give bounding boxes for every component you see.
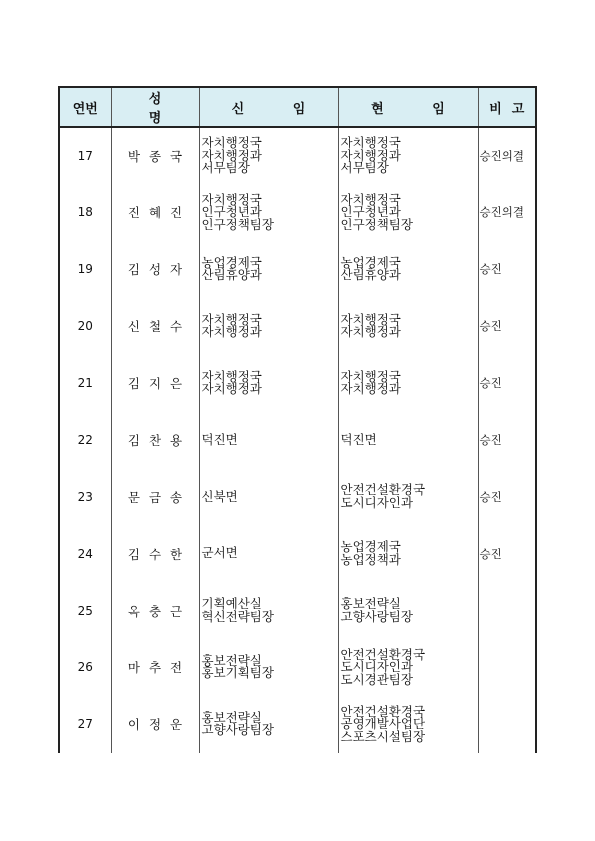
- new-post-cell: [199, 298, 338, 355]
- new-post-line: 자치행정과: [201, 324, 262, 340]
- current-post-line: 도시디자인과: [340, 659, 413, 675]
- person-name: 진혜진: [111, 184, 199, 241]
- current-post-line: 안전건설환경국: [340, 646, 426, 662]
- header-note: 비고: [478, 87, 536, 127]
- table-row: [59, 525, 536, 582]
- personnel-table: [58, 86, 537, 753]
- current-post-line: 서무팀장: [340, 160, 389, 176]
- note-text: 승진: [479, 489, 502, 504]
- current-post-line: 스포츠시설팀장: [340, 728, 426, 744]
- note-cell: [478, 468, 536, 525]
- row-number: 17: [59, 127, 111, 184]
- header-new-post: 신 임: [199, 87, 338, 127]
- new-post-line: 기획예산실: [201, 596, 262, 612]
- note-text: 승진: [479, 376, 502, 390]
- new-post-cell: [199, 184, 338, 241]
- current-post-cell: [338, 355, 478, 412]
- current-post-line: 고향사랑팀장: [340, 608, 413, 624]
- note-cell: [478, 525, 536, 582]
- current-post-cell: [338, 582, 478, 639]
- new-post-line: 인구정책팀장: [201, 216, 274, 232]
- current-post-line: 홍보전략실: [340, 596, 401, 612]
- table-row: [59, 355, 536, 412]
- new-post-line: 홍보전략실: [201, 652, 262, 668]
- new-post-line: 자치행정국: [201, 368, 262, 384]
- new-post-cell: [199, 411, 338, 468]
- row-number: 20: [59, 298, 111, 355]
- new-post-line: 자치행정국: [201, 135, 262, 151]
- note-cell: [478, 298, 536, 355]
- note-cell: [478, 355, 536, 412]
- new-post-line: 인구청년과: [201, 204, 262, 220]
- person-name: 문금송: [111, 468, 199, 525]
- new-post-cell: [199, 696, 338, 753]
- new-post-line: 신북면: [201, 488, 238, 504]
- current-post-line: 도시경관팀장: [340, 671, 413, 687]
- current-post-cell: [338, 184, 478, 241]
- person-name: 박종국: [111, 127, 199, 184]
- new-post-line: 자치행정국: [201, 191, 262, 207]
- note-text: 승진의결: [479, 148, 524, 163]
- new-post-line: 자치행정국: [201, 311, 262, 327]
- current-post-line: 자치행정국: [340, 368, 401, 384]
- current-post-line: 도시디자인과: [340, 494, 413, 510]
- current-post-line: 산림휴양과: [340, 267, 401, 283]
- current-post-cell: [338, 696, 478, 753]
- current-post-line: 농업경제국: [340, 254, 401, 270]
- new-post-cell: [199, 525, 338, 582]
- current-post-line: 자치행정국: [340, 311, 401, 327]
- current-post-line: 자치행정국: [340, 135, 401, 151]
- note-cell: [478, 582, 536, 639]
- current-post-line: 공영개발사업단: [340, 716, 426, 732]
- current-post-cell: [338, 525, 478, 582]
- current-post-line: 농업정책과: [340, 551, 401, 567]
- current-post-line: 농업경제국: [340, 539, 401, 555]
- current-post-line: 안전건설환경국: [340, 482, 426, 498]
- current-post-line: 인구정책팀장: [340, 216, 413, 232]
- person-name: 이정운: [111, 696, 199, 753]
- table-row: [59, 298, 536, 355]
- current-post-line: 자치행정국: [340, 191, 401, 207]
- header-no: 연번: [59, 87, 111, 127]
- current-post-line: 덕진면: [340, 431, 377, 447]
- new-post-line: 고향사랑팀장: [201, 722, 274, 738]
- table-row: [59, 184, 536, 241]
- current-post-cell: [338, 241, 478, 298]
- new-post-line: 자치행정과: [201, 147, 262, 163]
- current-post-line: 자치행정과: [340, 381, 401, 396]
- new-post-line: 산림휴양과: [201, 267, 262, 283]
- note-cell: [478, 241, 536, 298]
- row-number: 19: [59, 241, 111, 298]
- current-post-cell: [338, 127, 478, 184]
- table-row: [59, 639, 536, 696]
- new-post-line: 혁신전략팀장: [201, 608, 274, 624]
- header-name: 성 명: [111, 87, 199, 127]
- table-row: [59, 582, 536, 639]
- new-post-line: 군서면: [201, 545, 238, 561]
- new-post-line: 홍보기획팀장: [201, 665, 274, 681]
- current-post-line: 안전건설환경국: [340, 703, 426, 719]
- note-text: 승진: [479, 319, 502, 334]
- current-post-cell: [338, 468, 478, 525]
- header-row: [59, 87, 536, 127]
- table-row: [59, 127, 536, 184]
- row-number: 23: [59, 468, 111, 525]
- note-cell: [478, 127, 536, 184]
- current-post-cell: [338, 639, 478, 696]
- header-current-post: 현 임: [338, 87, 478, 127]
- new-post-line: 자치행정과: [201, 381, 262, 396]
- new-post-line: 덕진면: [201, 431, 238, 447]
- new-post-cell: [199, 468, 338, 525]
- note-text: 승진: [479, 262, 502, 277]
- new-post-line: 농업경제국: [201, 254, 262, 270]
- new-post-line: 서무팀장: [201, 160, 250, 176]
- new-post-line: 홍보전략실: [201, 709, 262, 725]
- person-name: 신철수: [111, 298, 199, 355]
- current-post-line: 자치행정과: [340, 324, 401, 340]
- new-post-cell: [199, 582, 338, 639]
- new-post-cell: [199, 127, 338, 184]
- row-number: 26: [59, 639, 111, 696]
- new-post-cell: [199, 241, 338, 298]
- new-post-cell: [199, 355, 338, 412]
- current-post-line: 인구청년과: [340, 204, 401, 220]
- person-name: 옥충근: [111, 582, 199, 639]
- table-row: [59, 468, 536, 525]
- current-post-cell: [338, 298, 478, 355]
- person-name: 김수한: [111, 525, 199, 582]
- note-text: 승진: [479, 546, 502, 561]
- row-number: 25: [59, 582, 111, 639]
- row-number: 24: [59, 525, 111, 582]
- row-number: 27: [59, 696, 111, 753]
- current-post-cell: [338, 411, 478, 468]
- person-name: 김성자: [111, 241, 199, 298]
- note-text: 승진: [479, 432, 502, 447]
- person-name: 김찬용: [111, 411, 199, 468]
- row-number: 21: [59, 355, 111, 412]
- table-row: [59, 241, 536, 298]
- current-post-line: 자치행정과: [340, 147, 401, 163]
- person-name: 마추전: [111, 639, 199, 696]
- row-number: 22: [59, 411, 111, 468]
- note-text: 승진의결: [479, 205, 524, 220]
- person-name: 김지은: [111, 355, 199, 412]
- note-cell: [478, 639, 536, 696]
- table-row: [59, 411, 536, 468]
- new-post-cell: [199, 639, 338, 696]
- note-cell: [478, 184, 536, 241]
- table-row: [59, 696, 536, 753]
- note-cell: [478, 696, 536, 753]
- row-number: 18: [59, 184, 111, 241]
- note-cell: [478, 411, 536, 468]
